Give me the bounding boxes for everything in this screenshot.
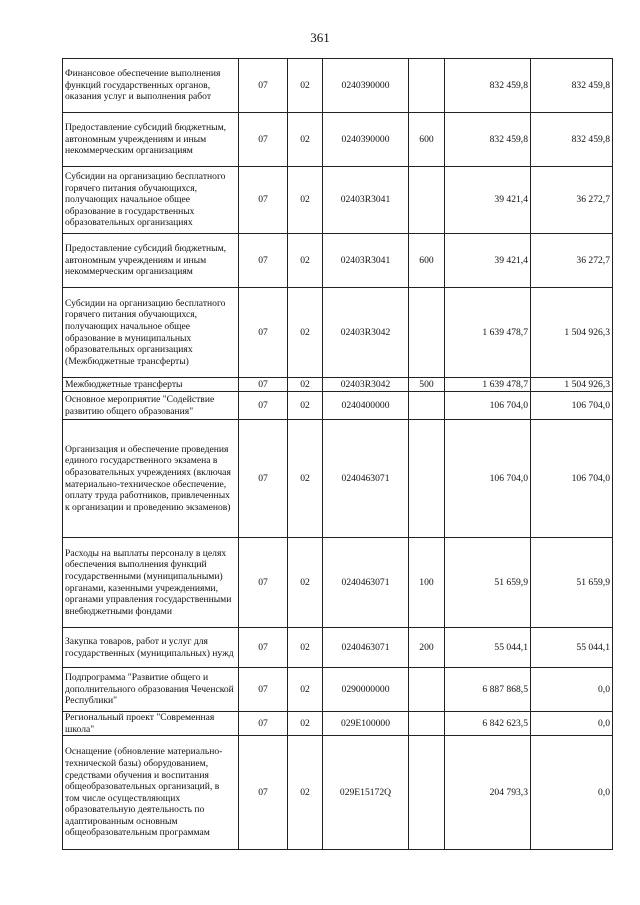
row-section: 07 bbox=[239, 628, 288, 668]
row-section: 07 bbox=[239, 420, 288, 538]
row-amount-year1: 39 421,4 bbox=[445, 167, 531, 234]
row-section: 07 bbox=[239, 392, 288, 420]
row-name: Региональный проект "Современная школа" bbox=[63, 712, 239, 736]
row-expense-type bbox=[409, 167, 445, 234]
row-amount-year1: 51 659,9 bbox=[445, 538, 531, 628]
row-subsection: 02 bbox=[288, 167, 323, 234]
row-amount-year1: 1 639 478,7 bbox=[445, 378, 531, 392]
table-row bbox=[63, 538, 613, 628]
row-section: 07 bbox=[239, 167, 288, 234]
row-section: 07 bbox=[239, 59, 288, 113]
row-amount-year2: 36 272,7 bbox=[531, 167, 613, 234]
row-section: 07 bbox=[239, 288, 288, 378]
row-amount-year2: 0,0 bbox=[531, 668, 613, 712]
row-name: Расходы на выплаты персоналу в целях обеспечения выполнения функций государственными (муниципальными) органами, казенными учреждениями, органами управления государственными внебюджетными фондами bbox=[63, 538, 239, 628]
row-amount-year1: 39 421,4 bbox=[445, 234, 531, 288]
table-row bbox=[63, 288, 613, 378]
table-row bbox=[63, 59, 613, 113]
row-target-article: 0240390000 bbox=[323, 113, 409, 167]
row-amount-year2: 832 459,8 bbox=[531, 113, 613, 167]
row-amount-year1: 832 459,8 bbox=[445, 59, 531, 113]
row-expense-type: 600 bbox=[409, 234, 445, 288]
row-amount-year1: 106 704,0 bbox=[445, 392, 531, 420]
row-target-article: 0240463071 bbox=[323, 628, 409, 668]
row-name: Предоставление субсидий бюджетным, автономным учреждениям и иным некоммерческим организациям bbox=[63, 113, 239, 167]
row-name: Предоставление субсидий бюджетным, автономным учреждениям и иным некоммерческим организациям bbox=[63, 234, 239, 288]
row-subsection: 02 bbox=[288, 288, 323, 378]
row-expense-type bbox=[409, 392, 445, 420]
row-section: 07 bbox=[239, 538, 288, 628]
row-expense-type bbox=[409, 712, 445, 736]
row-expense-type: 100 bbox=[409, 538, 445, 628]
row-subsection: 02 bbox=[288, 378, 323, 392]
row-name: Организация и обеспечение проведения единого государственного экзамена в образовательных учреждениях (включая материально-техническое обеспечение, оплату труда работников, привлеченных к организации и проведению экзаменов) bbox=[63, 420, 239, 538]
table-row bbox=[63, 420, 613, 538]
table-row bbox=[63, 234, 613, 288]
page-number: 361 bbox=[310, 30, 330, 45]
row-amount-year2: 0,0 bbox=[531, 712, 613, 736]
row-name: Субсидии на организацию бесплатного горячего питания обучающихся, получающих начальное общее образование в муниципальных образовательных организациях (Межбюджетные трансферты) bbox=[63, 288, 239, 378]
row-amount-year2: 51 659,9 bbox=[531, 538, 613, 628]
row-name: Межбюджетные трансферты bbox=[63, 378, 239, 392]
row-subsection: 02 bbox=[288, 628, 323, 668]
row-target-article: 0240400000 bbox=[323, 392, 409, 420]
row-target-article: 0290000000 bbox=[323, 668, 409, 712]
row-section: 07 bbox=[239, 113, 288, 167]
row-amount-year2: 106 704,0 bbox=[531, 420, 613, 538]
row-target-article: 029E15172Q bbox=[323, 736, 409, 850]
row-subsection: 02 bbox=[288, 59, 323, 113]
row-subsection: 02 bbox=[288, 668, 323, 712]
row-section: 07 bbox=[239, 736, 288, 850]
row-amount-year1: 55 044,1 bbox=[445, 628, 531, 668]
table-row bbox=[63, 668, 613, 712]
row-target-article: 029E100000 bbox=[323, 712, 409, 736]
row-amount-year1: 6 842 623,5 bbox=[445, 712, 531, 736]
row-target-article: 02403R3041 bbox=[323, 234, 409, 288]
row-expense-type: 600 bbox=[409, 113, 445, 167]
row-amount-year2: 0,0 bbox=[531, 736, 613, 850]
table-row bbox=[63, 628, 613, 668]
table-body bbox=[63, 59, 613, 850]
table-row bbox=[63, 736, 613, 850]
table-row bbox=[63, 167, 613, 234]
row-expense-type: 200 bbox=[409, 628, 445, 668]
row-amount-year1: 832 459,8 bbox=[445, 113, 531, 167]
row-expense-type bbox=[409, 420, 445, 538]
row-target-article: 0240390000 bbox=[323, 59, 409, 113]
row-section: 07 bbox=[239, 712, 288, 736]
row-amount-year1: 106 704,0 bbox=[445, 420, 531, 538]
row-target-article: 02403R3042 bbox=[323, 378, 409, 392]
table-row bbox=[63, 378, 613, 392]
row-amount-year2: 1 504 926,3 bbox=[531, 378, 613, 392]
row-name: Оснащение (обновление материально-технической базы) оборудованием, средствами обучения и воспитания общеобразовательных организаций, в том числе осуществляющих образовательную деятельность по адаптированным основным общеобразовательным программам bbox=[63, 736, 239, 850]
row-target-article: 02403R3041 bbox=[323, 167, 409, 234]
row-amount-year2: 1 504 926,3 bbox=[531, 288, 613, 378]
row-amount-year2: 36 272,7 bbox=[531, 234, 613, 288]
row-target-article: 0240463071 bbox=[323, 420, 409, 538]
row-subsection: 02 bbox=[288, 392, 323, 420]
row-section: 07 bbox=[239, 668, 288, 712]
row-amount-year2: 55 044,1 bbox=[531, 628, 613, 668]
table-row bbox=[63, 712, 613, 736]
row-target-article: 0240463071 bbox=[323, 538, 409, 628]
row-subsection: 02 bbox=[288, 712, 323, 736]
row-amount-year2: 106 704,0 bbox=[531, 392, 613, 420]
row-amount-year1: 6 887 868,5 bbox=[445, 668, 531, 712]
row-section: 07 bbox=[239, 234, 288, 288]
row-name: Основное мероприятие "Содействие развитию общего образования" bbox=[63, 392, 239, 420]
table-row bbox=[63, 392, 613, 420]
row-section: 07 bbox=[239, 378, 288, 392]
row-expense-type: 500 bbox=[409, 378, 445, 392]
row-name: Подпрограмма "Развитие общего и дополнительного образования Чеченской Республики" bbox=[63, 668, 239, 712]
row-expense-type bbox=[409, 736, 445, 850]
table-row bbox=[63, 113, 613, 167]
row-name: Закупка товаров, работ и услуг для государственных (муниципальных) нужд bbox=[63, 628, 239, 668]
row-expense-type bbox=[409, 288, 445, 378]
row-subsection: 02 bbox=[288, 234, 323, 288]
row-target-article: 02403R3042 bbox=[323, 288, 409, 378]
budget-table bbox=[62, 58, 613, 850]
row-subsection: 02 bbox=[288, 538, 323, 628]
row-amount-year1: 204 793,3 bbox=[445, 736, 531, 850]
row-name: Субсидии на организацию бесплатного горячего питания обучающихся, получающих начальное общее образование в государственных образовательных организациях bbox=[63, 167, 239, 234]
row-subsection: 02 bbox=[288, 420, 323, 538]
row-name: Финансовое обеспечение выполнения функций государственных органов, оказания услуг и выполнения работ bbox=[63, 59, 239, 113]
row-subsection: 02 bbox=[288, 113, 323, 167]
row-subsection: 02 bbox=[288, 736, 323, 850]
row-expense-type bbox=[409, 59, 445, 113]
row-expense-type bbox=[409, 668, 445, 712]
row-amount-year1: 1 639 478,7 bbox=[445, 288, 531, 378]
row-amount-year2: 832 459,8 bbox=[531, 59, 613, 113]
